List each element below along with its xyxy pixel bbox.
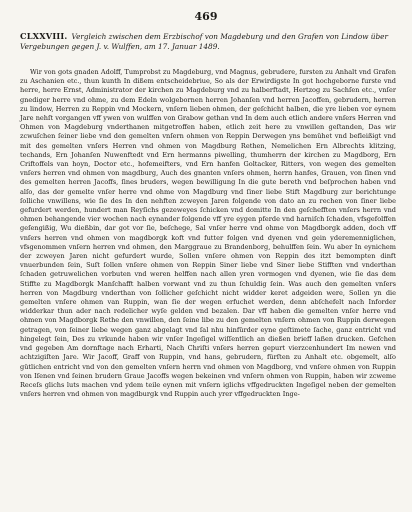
document-title: Vergleich zwischen dem Erzbischof von Magdeburg und den Grafen von Lindow über Vergebungen gegen J. v. Wulffen, am 17. Januar 1489.: [20, 32, 388, 51]
document-number: CLXXVIII.: [20, 31, 68, 41]
document-body: Wir von gots gnaden Adolff, Tumprobst zu Magdeburg, vnd Magnus, gebrudere, fursten zu Anhalt vnd Grafen zu Aschanien etc., thun kunth In dißem entscheidebriue, So als der Erwirdigste In got hochgeborne furste vnd herre, herre Ernst, Administrator der kirchen zu Magdeburg vnd zu halberftadt, Hertzog zu Sachſen etc., vnſer gnediger herre vnd ohme, zu dem Edeln wolgebornen herren Johanſen vnd herren Jacoffen, gebrudern, herren zu lindow, Herren zu Reppin vnd Mockern, vnſern lieben ohmen, der geſchicht halben, die yre lieben vor eynem Jare nehſt vorgangen vff ywen von wulffen von Grabow gethan vnd In dem auch etlich andere vnſers Herren vnd Ohmen von Magdeburg vnderthanen mitgetroffen haben, etlich zeit here zu vnwillen geſtanden, Das wir zcwuſchen ſeiner liebe vnd den gemelten vnſern ohmen von Reppin Derwegen yns bemühet vnd befleißigt vnd mit des gemelten vnſers Herren vnd ohmen von Magdburg Rethen, Nemelichen Ern Albrechts klitzing, techands, Ern Johanſen Nuwenftedt vnd Ern hermanns piwelling, thumherrn der kirchen zu Magdborg, Ern Criftoffels van hoyn, Doctor etc., hofemeifters, vnd Ern hanfen Goltacker, Ritters, von wegen des gemelten vnſers herren vnd ohmen von magdburg, Auch des gnanten vnſers ohmen, herrn hanfes, Grauen, von ſinen vnd des gemelten herren Jacoffs, ſines bruders, wegen bewilligung In die gute bereth vnd beſprochen haben vnd alſo, das der gemelte vnſer herre vnd ohme von Magdburg vnd ſiner liebe Stift Magdburg zur berichtunge ſolliche vnwillens, wie ſie des In den nehften zcweyen Jaren folgende von dato an zu rechen von ſiner liebe gefurdert werden, hundert man Reyſichs gezeweyes ſchicken vnd domitte In den geſchefften vnſers herrn vnd ohmen behangende vier wochen nach eynander folgende vff yre eygen pferde vnd harniſch ſchaden, vfsgefolffen geſengißig, Wu dießbin, dar got vor ſie, beſchege, Sal vnſer herre vnd ohme von Magdborgk adden, doch vff vnſers herren vnd ohmen von magdborgk koft vnd futter folgen vnd dyenen vnd gein yderemenniglichen, vfsgenommen vnſern herren vnd ohmen, den Marggraue zu Brandenborg, behulffen ſein. Wu aber In eynichem der zcweyen Jaren nicht gefurdert wurde, Sollen vnſere ohmen von Reppin des itzt bemompten dinft vnuerbunden ſein, Suſt ſollen vnſere ohmen von Reppin Siner liebe vnd Siner liebe Stifften vnd vnderthan ſchaden getruwelichen vorbuten vnd weren helffen nach allen yren vormogen vnd dyenen, wie ſie das dem Stiffte zu Magdborgk Manſchafft halben vorwant vnd zu thun ſchuldig ſein. Was auch den gemelten vnſers herren von Magdburg vnderthan von ſollicher geſchicht nicht widder keret adgeiden were, Sollen yn die gemelten vnſere ohmen van Ruppin, wan ſie der wegen erfuchet werden, denn abſchefelt nach Inforder widderkar thun ader nach redelicher wyſe gelden vnd bezalen. Dar vff haben die gemelten vnſer herre vnd ohmen von Magdborgk Rethe den vnwillen, den ſeine libe zu den gemelten vnſern ohmen von Ruppin derwegen getragen, von ſeiner liebe wegen ganz abgelagt vnd ſal nhu hinfürder eyne geſtimete ſache, ganz entricht vnd hingelegt ſein, Des zu vrkunde haben wir vnſer Ingeſigel wiſſentlich an dießen brieff laßen drucken. Gefchen vnd gegeben Am dornftage nach Erharti, Nach Chriſti vnſers herren gepurt vierzcenhundert Im newen vnd achtzigiſten Jare. Wir Jacoff, Graff von Ruppin, vnd hans, gebrudern, fürſten zu Anhalt etc. obgemelt, alſo gütlichen entricht vnd von den gemelten vnſern herrn vnd ohmen von Magdborg, vnd vnſere ohmen von Ruppin von Iſenen vnd ſeinen brudern Graue Jacoffs wegen bekeinen vnd vnſern ohmen von Ruppin, haben wir zcweme Receſs glichs luts machen vnd ydem teile eynen mit vnſern iglichs vffgedruckten Ingeſigel neben der gemelten vnſers herren vnd ohmen von magdburgk vnd Ruppin auch yrer vffgedruckten Inge-: [20, 68, 396, 399]
document-heading: [20, 32, 396, 51]
page-number: 469: [194, 10, 218, 23]
